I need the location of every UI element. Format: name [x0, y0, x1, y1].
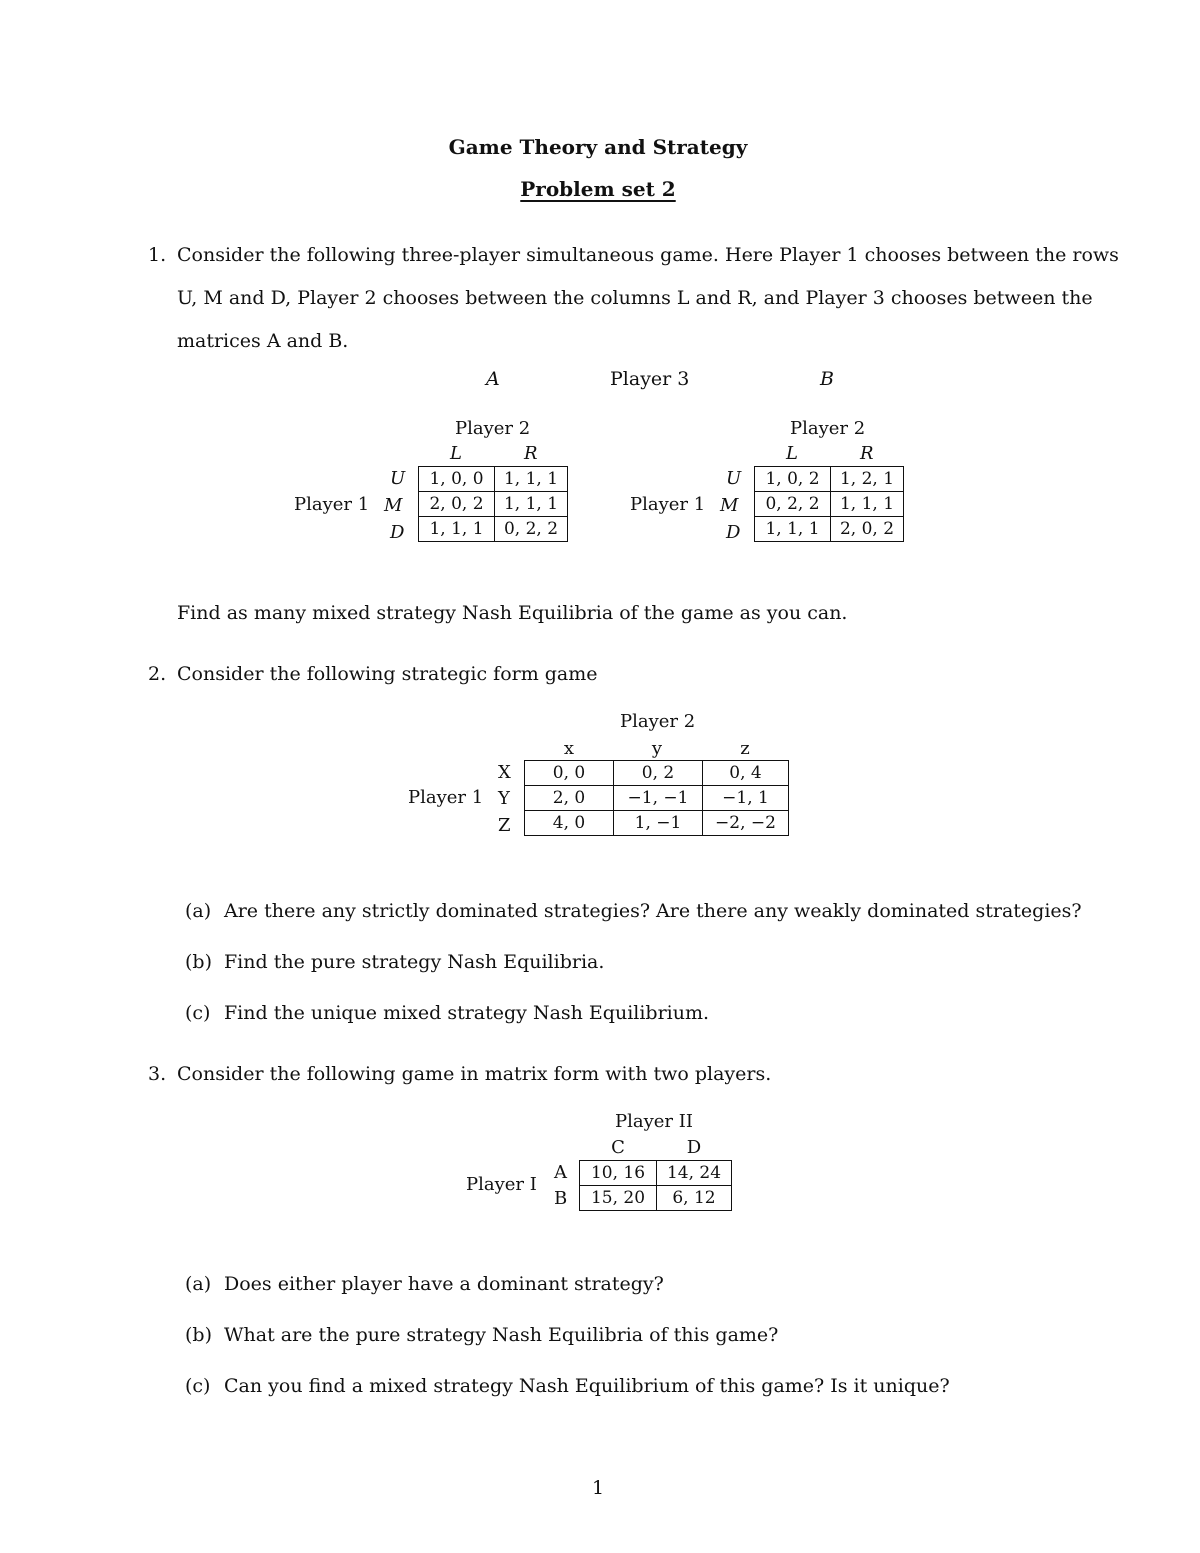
matrix-b-cell: 2, 0, 2 — [831, 517, 904, 542]
q3-cell: 14, 24 — [657, 1161, 732, 1186]
q2-payoff-table — [524, 760, 789, 836]
q2-part-label: (c) — [185, 1002, 211, 1024]
q2-cell: −1, 1 — [703, 786, 789, 811]
q2-col-z: z — [740, 738, 750, 759]
q2-col-x: x — [563, 738, 575, 759]
matrix-b-cell: 0, 2, 2 — [755, 492, 831, 517]
page-number: 1 — [591, 1477, 605, 1499]
q3-part-label: (c) — [185, 1375, 211, 1397]
table-row — [525, 786, 789, 811]
table-row — [755, 517, 904, 542]
matrix-a-cell: 1, 1, 1 — [495, 467, 568, 492]
matrix-a-cell: 1, 1, 1 — [419, 517, 495, 542]
q3-part-label: (a) — [185, 1273, 212, 1295]
q2-part-label: (b) — [185, 951, 212, 973]
q2-cell: −1, −1 — [614, 786, 703, 811]
q2-player1-label: Player 1 — [408, 787, 484, 808]
matrix-a-col-L: L — [450, 443, 462, 464]
q2-cell: 4, 0 — [525, 811, 614, 836]
q2-row-Y: Y — [498, 788, 510, 809]
matrix-b-row-U: U — [726, 468, 742, 489]
q1-line2: U, M and D, Player 2 chooses between the columns L and R, and Player 3 chooses between the — [177, 287, 1093, 309]
q2-row-X: X — [498, 762, 511, 783]
q3-part-text: What are the pure strategy Nash Equilibria of this game? — [224, 1324, 779, 1346]
matrix-b-row-D: D — [726, 522, 741, 543]
q2-cell: 2, 0 — [525, 786, 614, 811]
q2-part-text: Find the unique mixed strategy Nash Equilibrium. — [224, 1002, 710, 1024]
matrix-b-player2-label: Player 2 — [790, 418, 866, 439]
q2-player2-label: Player 2 — [620, 711, 696, 732]
q3-row-B: B — [554, 1188, 568, 1209]
q2-number: 2. — [148, 663, 167, 685]
table-row — [755, 467, 904, 492]
matrix-b-row-M: M — [720, 495, 739, 516]
q2-cell: −2, −2 — [703, 811, 789, 836]
table-row — [580, 1186, 732, 1211]
table-row — [580, 1161, 732, 1186]
q1-line1: Consider the following three-player simultaneous game. Here Player 1 chooses between the rows — [177, 244, 1119, 266]
q2-cell: 1, −1 — [614, 811, 703, 836]
matrix-a-row-M: M — [384, 495, 403, 516]
q3-player2-label: Player II — [615, 1111, 693, 1132]
q2-cell: 0, 2 — [614, 761, 703, 786]
matrix-b-col-L: L — [786, 443, 798, 464]
q2-row-Z: Z — [498, 815, 511, 836]
q3-cell: 10, 16 — [580, 1161, 657, 1186]
q3-cell: 6, 12 — [657, 1186, 732, 1211]
matrix-a-cell: 2, 0, 2 — [419, 492, 495, 517]
matrix-a-table — [418, 466, 568, 542]
q3-part-label: (b) — [185, 1324, 212, 1346]
table-row — [419, 467, 568, 492]
q1-line3: matrices A and B. — [177, 330, 349, 352]
matrix-b-table — [754, 466, 904, 542]
q1-task: Find as many mixed strategy Nash Equilibria of the game as you can. — [177, 602, 848, 624]
q1-number: 1. — [148, 244, 167, 266]
table-row — [419, 517, 568, 542]
matrix-a-row-D: D — [390, 522, 405, 543]
matrix-b-cell: 1, 1, 1 — [755, 517, 831, 542]
page-title: Game Theory and Strategy — [448, 135, 748, 159]
matrix-a-row-U: U — [390, 468, 406, 489]
q3-part-text: Does either player have a dominant strategy? — [224, 1273, 664, 1295]
matrix-a-label: A — [486, 368, 500, 390]
matrix-b-cell: 1, 1, 1 — [831, 492, 904, 517]
q3-number: 3. — [148, 1063, 167, 1085]
matrix-b-label: B — [820, 368, 834, 390]
table-row — [525, 761, 789, 786]
q3-payoff-table — [579, 1160, 732, 1211]
q2-col-y: y — [651, 738, 663, 759]
subtitle-text: Problem set 2 — [520, 177, 676, 201]
matrix-b-cell: 1, 0, 2 — [755, 467, 831, 492]
matrix-a-player1-label: Player 1 — [294, 494, 370, 515]
q2-part-text: Find the pure strategy Nash Equilibria. — [224, 951, 605, 973]
q3-cell: 15, 20 — [580, 1186, 657, 1211]
table-row — [525, 811, 789, 836]
q3-col-D: D — [686, 1137, 702, 1158]
q2-cell: 0, 4 — [703, 761, 789, 786]
q2-intro: Consider the following strategic form game — [177, 663, 598, 685]
q3-row-A: A — [554, 1162, 567, 1183]
matrix-b-cell: 1, 2, 1 — [831, 467, 904, 492]
q2-cell: 0, 0 — [525, 761, 614, 786]
matrix-a-player2-label: Player 2 — [455, 418, 531, 439]
matrix-b-col-R: R — [860, 443, 874, 464]
player3-label: Player 3 — [610, 368, 690, 390]
matrix-a-cell: 0, 2, 2 — [495, 517, 568, 542]
matrix-a-col-R: R — [524, 443, 538, 464]
q3-col-C: C — [611, 1137, 625, 1158]
matrix-a-cell: 1, 1, 1 — [495, 492, 568, 517]
matrix-b-player1-label: Player 1 — [630, 494, 706, 515]
q3-part-text: Can you find a mixed strategy Nash Equilibrium of this game? Is it unique? — [224, 1375, 950, 1397]
matrix-a-cell: 1, 0, 0 — [419, 467, 495, 492]
table-row — [419, 492, 568, 517]
q3-player1-label: Player I — [466, 1174, 537, 1195]
q2-part-label: (a) — [185, 900, 212, 922]
page-subtitle — [0, 179, 1196, 199]
q3-intro: Consider the following game in matrix form with two players. — [177, 1063, 772, 1085]
table-row — [755, 492, 904, 517]
q2-part-text: Are there any strictly dominated strategies? Are there any weakly dominated strategies? — [224, 900, 1082, 922]
